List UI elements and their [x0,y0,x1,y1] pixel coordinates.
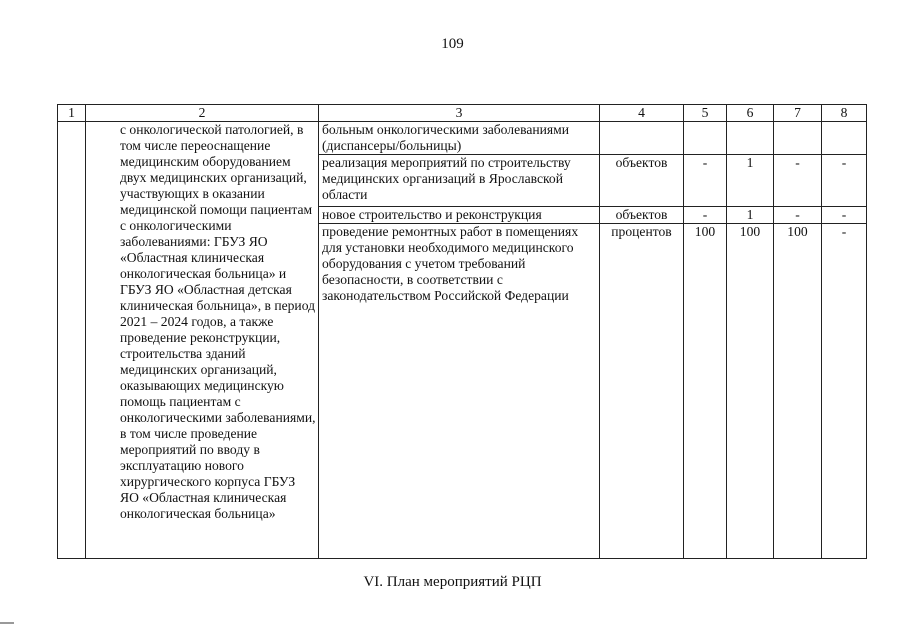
header-cell-1: 1 [58,105,86,122]
value-cell: - [774,207,822,224]
unit-cell: процентов [600,224,684,559]
header-cell-6: 6 [727,105,774,122]
value-cell: - [822,224,867,559]
value-cell: - [684,207,727,224]
indicator-cell: реализация мероприятий по строительству медицинских организаций в Ярославской области [319,155,600,207]
value-cell: - [684,155,727,207]
description-cell: с онкологической патологией, в том числе переоснащение медицинским оборудованием двух медицинских организаций, участвующих в оказании медицинской помощи пациентам с онкологическими заболеваниями: ГБУЗ ЯО «Областная клиническая онкологическая больница» и ГБУЗ ЯО «Областная детская клиническая больница», в период 2021 – 2024 годов, а также проведение реконструкции, строительства зданий медицинских организаций, оказывающих медицинскую помощь пациентам с онкологическими заболеваниями, в том числе проведение мероприятий по вводу в эксплуатацию нового хирургического корпуса ГБУЗ ЯО «Областная клиническая онкологическая больница» [86,122,319,559]
value-cell: 100 [727,224,774,559]
value-cell [822,122,867,155]
value-cell: - [774,155,822,207]
header-cell-2: 2 [86,105,319,122]
value-cell: - [822,207,867,224]
indicator-cell: больным онкологическими заболеваниями (диспансеры/больницы) [319,122,600,155]
table-row [58,122,867,155]
value-cell: 1 [727,207,774,224]
value-cell: 100 [774,224,822,559]
value-cell [774,122,822,155]
number-cell [58,122,86,559]
measures-table [57,104,867,559]
indicator-cell: проведение ремонтных работ в помещениях для установки необходимого медицинского оборудования с учетом требований безопасности, в соответствии с законодательством Российской Федерации [319,224,600,559]
value-cell: - [822,155,867,207]
unit-cell [600,122,684,155]
scan-mark [0,622,14,624]
header-cell-7: 7 [774,105,822,122]
value-cell: 100 [684,224,727,559]
table-header-row [58,105,867,122]
section-heading: VI. План мероприятий РЦП [363,574,542,590]
header-cell-5: 5 [684,105,727,122]
header-cell-4: 4 [600,105,684,122]
value-cell [727,122,774,155]
page-number: 109 [441,36,464,52]
value-cell [684,122,727,155]
header-cell-3: 3 [319,105,600,122]
indicator-cell: новое строительство и реконструкция [319,207,600,224]
header-cell-8: 8 [822,105,867,122]
value-cell: 1 [727,155,774,207]
unit-cell: объектов [600,207,684,224]
unit-cell: объектов [600,155,684,207]
